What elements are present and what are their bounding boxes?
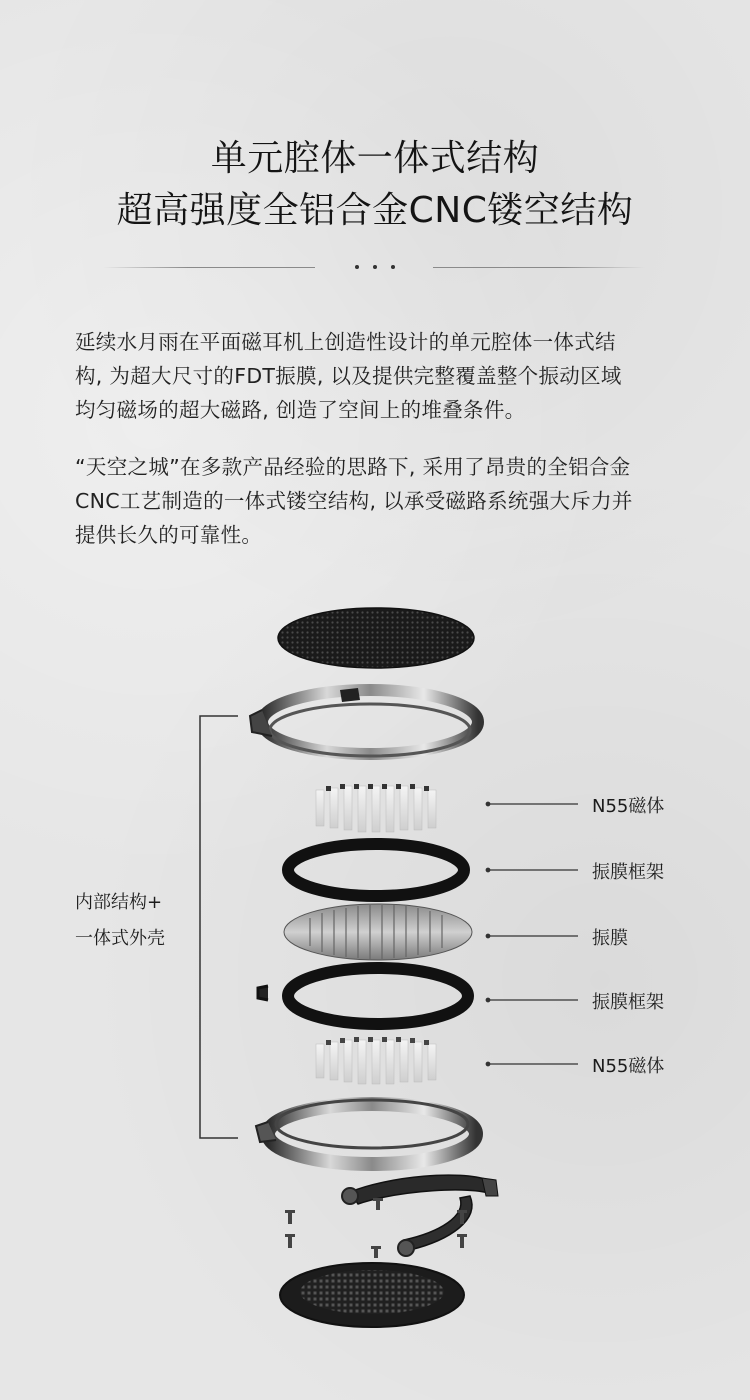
label-n55-magnet-lower: N55磁体: [592, 1056, 665, 1077]
lower-housing-ring: [256, 1100, 476, 1164]
divider-dot: [355, 265, 359, 269]
bracket-label-line: 内部结构+: [75, 892, 163, 913]
divider-line-left: [103, 267, 315, 268]
internal-structure-label: [75, 885, 165, 957]
label-diaphragm: 振膜: [592, 928, 628, 949]
diaphragm: [284, 904, 472, 960]
top-mesh-grille: [278, 608, 474, 668]
back-grille: [280, 1263, 464, 1327]
divider-dot: [373, 265, 377, 269]
label-diaphragm-frame-upper: 振膜框架: [592, 862, 664, 883]
paragraph-line: 均匀磁场的超大磁路, 创造了空间上的堆叠条件。: [75, 398, 526, 422]
divider-line-right: [433, 267, 645, 268]
leader-lines: [486, 802, 578, 1066]
divider-dot: [391, 265, 395, 269]
description-paragraph-1: [75, 325, 685, 427]
paragraph-line: 延续水月雨在平面磁耳机上创造性设计的单元腔体一体式结: [75, 330, 616, 354]
lower-diaphragm-frame: [258, 968, 468, 1024]
bracket-label-line: 一体式外壳: [75, 928, 165, 949]
ornamental-divider: [0, 259, 750, 275]
title-line-1: 单元腔体一体式结构: [210, 138, 540, 179]
label-diaphragm-frame-lower: 振膜框架: [592, 992, 664, 1013]
paragraph-line: “天空之城”在多款产品经验的思路下, 采用了昂贵的全铝合金: [75, 455, 631, 479]
lower-magnet-array: [316, 1037, 436, 1084]
page-title: [0, 133, 750, 237]
paragraph-line: 提供长久的可靠性。: [75, 523, 263, 547]
paragraph-line: 构, 为超大尺寸的FDT振膜, 以及提供完整覆盖整个振动区域: [75, 364, 622, 388]
title-line-2: 超高强度全铝合金CNC镂空结构: [116, 190, 634, 231]
paragraph-line: CNC工艺制造的一体式镂空结构, 以承受磁路系统强大斥力并: [75, 489, 633, 513]
yoke-hinge: [342, 1175, 498, 1256]
upper-magnet-array: [316, 784, 436, 832]
upper-diaphragm-frame: [288, 844, 464, 896]
bracket: [200, 716, 238, 1138]
description-paragraph-2: [75, 450, 685, 552]
label-n55-magnet-upper: N55磁体: [592, 796, 665, 817]
upper-housing-ring: [250, 688, 478, 756]
